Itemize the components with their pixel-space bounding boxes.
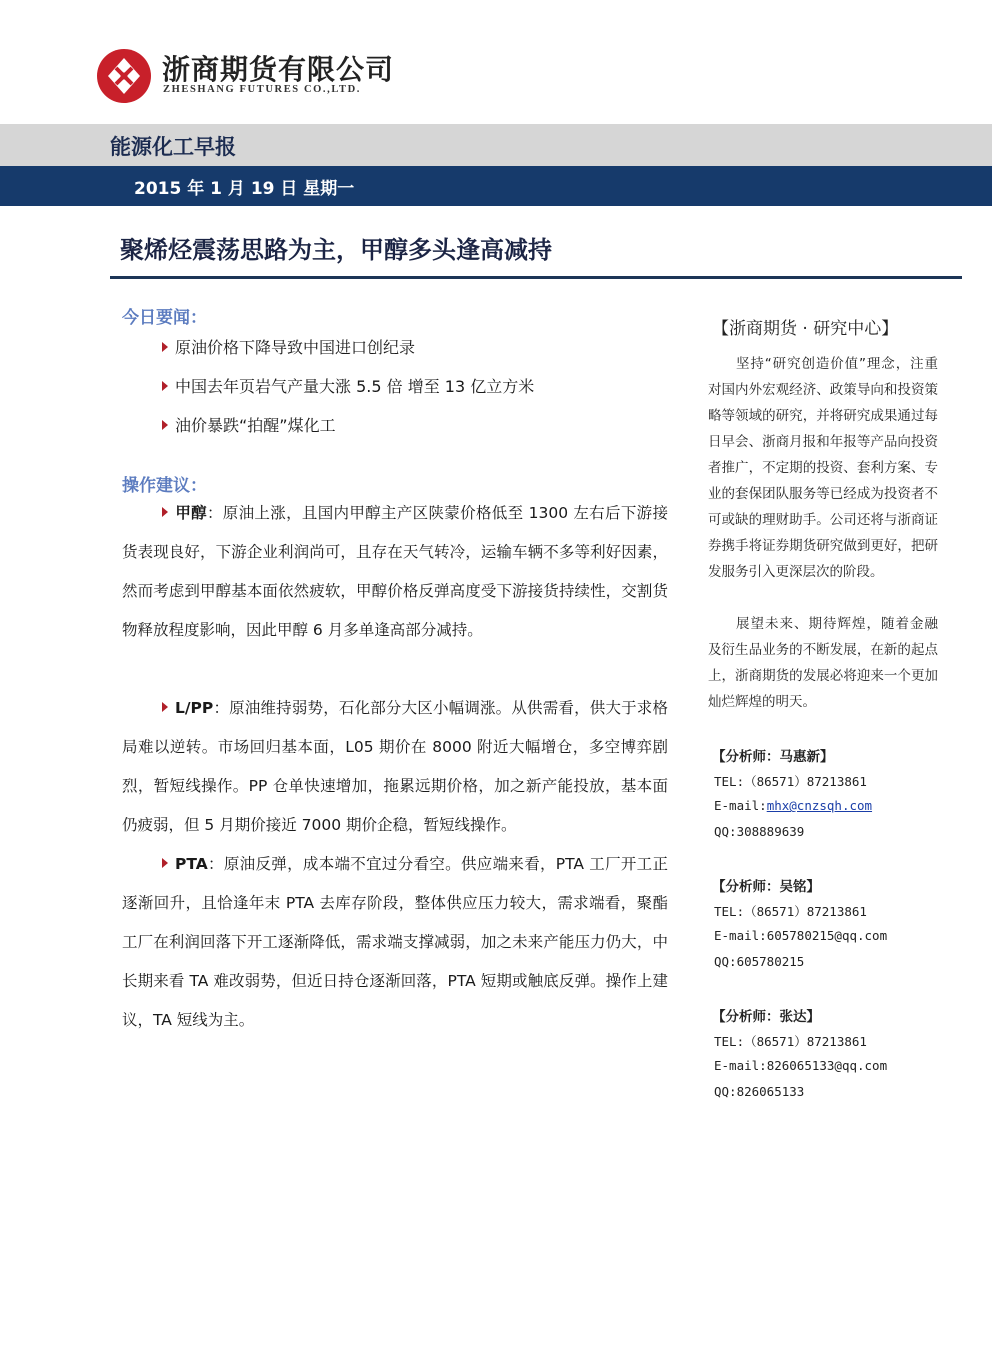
- analyst-email: 826065133@qq.com: [766, 1058, 888, 1073]
- analyst-title: 【分析师：吴铭】: [712, 879, 820, 895]
- analyst-tel: TEL:（86571）87213861: [714, 1034, 867, 1049]
- research-center-outlook: 展望未来、期待辉煌，随着金融及衍生品业务的不断发展，在新的起点上，浙商期货的发展必将迎来一个更加灿烂辉煌的明天。: [708, 616, 938, 710]
- advice-lpp: L/PP：原油维持弱势，石化部分大区小幅调涨。从供需看，供大于求格局难以逆转。市场回归基本面，L05 期价在 8000 附近大幅增仓，多空博弈剧烈，暂短线操作。PP 仓单快速增加，拖累远期价格，加之新产能投放，基本面仍疲弱，但 5 月期价接近 7000 期价企稳，暂短线操作。: [122, 699, 668, 834]
- analyst-email: 605780215@qq.com: [766, 928, 888, 943]
- analyst-qq: QQ:826065133: [714, 1084, 805, 1099]
- headline: 聚烯烃震荡思路为主，甲醇多头逢高减持: [120, 236, 552, 264]
- company-name-cn: 浙商期货有限公司: [162, 53, 395, 86]
- bullet-icon: [162, 507, 168, 517]
- news-item: 原油价格下降导致中国进口创纪录: [162, 335, 415, 358]
- news-item: 油价暴跌“拍醒”煤化工: [162, 413, 336, 436]
- analyst-email-row: E-mail:605780215@qq.com: [714, 928, 888, 943]
- research-center-title: 【浙商期货 · 研究中心】: [712, 319, 899, 339]
- report-date: 2015 年 1 月 19 日 星期一: [134, 179, 355, 199]
- bullet-icon: [162, 702, 168, 712]
- bullet-icon: [162, 420, 168, 430]
- analyst-title: 【分析师：马惠新】: [712, 749, 834, 765]
- company-name-en: ZHESHANG FUTURES CO.,LTD.: [163, 84, 362, 95]
- report-type-title: 能源化工早报: [110, 135, 236, 159]
- news-item: 中国去年页岩气产量大涨 5.5 倍 增至 13 亿立方米: [162, 374, 534, 397]
- analyst-email-link[interactable]: mhx@cnzsqh.com: [766, 798, 873, 813]
- headline-rule: [110, 276, 962, 279]
- analyst-qq: QQ:605780215: [714, 954, 805, 969]
- advice-methanol: 甲醇：原油上涨，且国内甲醇主产区陕蒙价格低至 1300 左右后下游接货表现良好，下游企业利润尚可，且存在天气转冷，运输车辆不多等利好因素，然而考虑到甲醇基本面依然疲软，甲醇价格反弹高度受下游接货持续性，交割货物释放程度影响，因此甲醇 6 月多单逢高部分减持。: [122, 504, 668, 639]
- bullet-icon: [162, 381, 168, 391]
- analyst-tel: TEL:（86571）87213861: [714, 904, 867, 919]
- analyst-email-row: E-mail:mhx@cnzsqh.com: [714, 798, 873, 813]
- company-logo-icon: [96, 48, 152, 104]
- analyst-tel: TEL:（86571）87213861: [714, 774, 867, 789]
- research-center-intro: 坚持“研究创造价值”理念，注重对国内外宏观经济、政策导向和投资策略等领域的研究，并将研究成果通过每日早会、浙商月报和年报等产品向投资者推广，不定期的投资、套利方案、专业的套保团队服务等已经成为投资者不可或缺的理财助手。公司还将与浙商证券携手将证券期货研究做到更好，把研发服务引入更深层次的阶段。: [708, 356, 938, 580]
- bullet-icon: [162, 342, 168, 352]
- analyst-title: 【分析师：张达】: [712, 1009, 820, 1025]
- analyst-email-row: E-mail:826065133@qq.com: [714, 1058, 888, 1073]
- advice-section-title: 操作建议：: [122, 476, 207, 496]
- advice-pta: PTA：原油反弹，成本端不宜过分看空。供应端来看，PTA 工厂开工正逐渐回升，且恰逢年末 PTA 去库存阶段，整体供应压力较大，需求端看，聚酯工厂在利润回落下开工逐渐降低，需求端支撑减弱，加之未来产能压力仍大，中长期来看 TA 难改弱势，但近日持仓逐渐回落，PTA 短期或触底反弹。操作上建议，TA 短线为主。: [122, 855, 668, 1029]
- bullet-icon: [162, 858, 168, 868]
- news-section-title: 今日要闻：: [122, 308, 207, 328]
- analyst-qq: QQ:308889639: [714, 824, 805, 839]
